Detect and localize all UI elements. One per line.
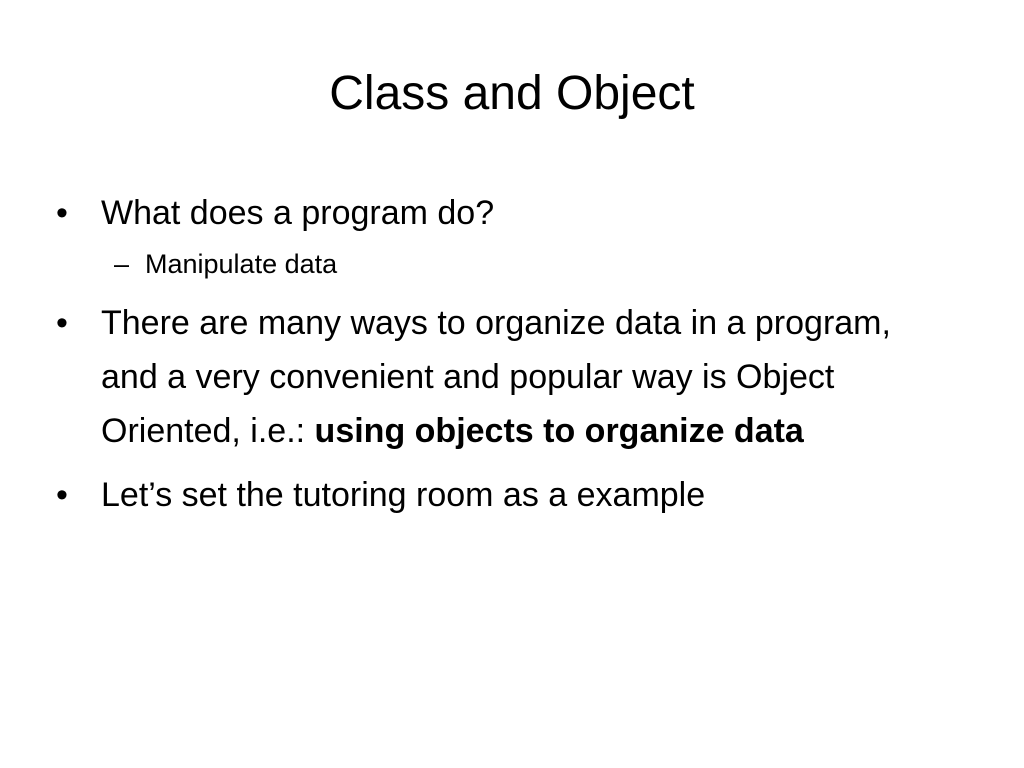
bullet-text: There are many ways to organize data in a program, and a very convenient and popular way is Object Oriented, i.e.: xyxy=(101,304,891,450)
bullet-glyph: • xyxy=(56,194,68,232)
bullet-item xyxy=(56,296,956,458)
bullet-glyph: • xyxy=(56,476,68,514)
sub-bullet-text: Manipulate data xyxy=(145,249,338,279)
sub-bullet-glyph: – xyxy=(114,249,130,279)
bullet-text: What does a program do? xyxy=(101,194,495,232)
bullet-bold-text: using objects to organize data xyxy=(314,412,804,450)
sub-bullet-item xyxy=(56,244,956,284)
bullet-item xyxy=(56,468,956,522)
bullet-glyph: • xyxy=(56,304,68,342)
slide-content xyxy=(56,186,956,532)
bullet-item xyxy=(56,186,956,240)
bullet-text: Let’s set the tutoring room as a example xyxy=(101,476,706,514)
slide-title: Class and Object xyxy=(329,67,695,120)
